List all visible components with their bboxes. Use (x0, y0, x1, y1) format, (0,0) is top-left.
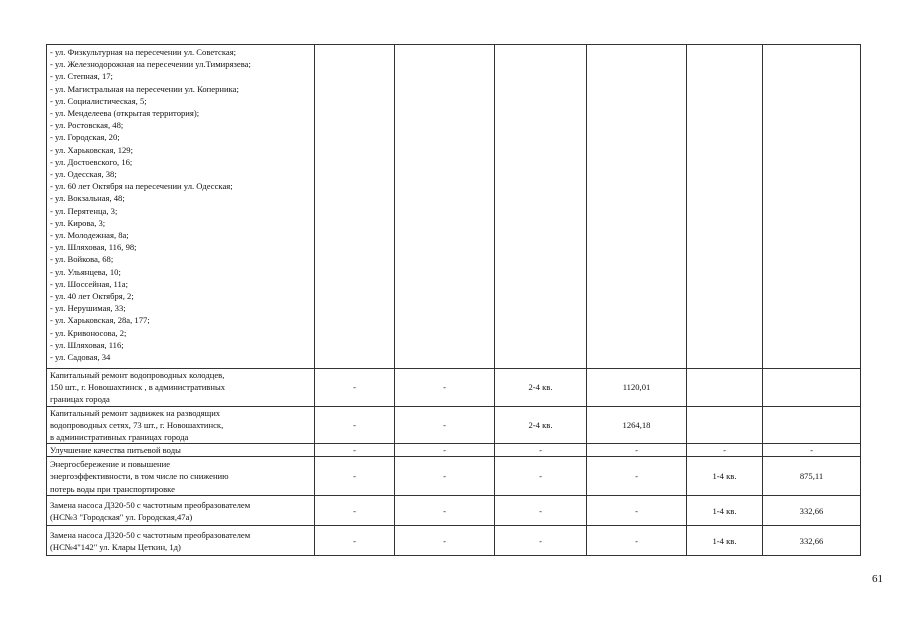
value-cell: 2-4 кв. (495, 369, 587, 407)
work-description-line: Улучшение качества питьевой воды (50, 445, 181, 456)
value-cell: - (315, 369, 395, 407)
street-list-item: - ул. Кирова, 3; (50, 217, 106, 228)
work-description-line: Капитальный ремонт водопроводных колодцев, (50, 370, 225, 380)
street-list-item: - ул. Кривоносова, 2; (50, 327, 127, 338)
street-list-item: - ул. 60 лет Октября на пересечении ул. Одесская; (50, 181, 233, 192)
value-cell: - (315, 496, 395, 526)
empty-cell (395, 45, 495, 369)
value-cell: 1264,18 (587, 406, 687, 444)
street-list-item: - ул. Вокзальная, 48; (50, 193, 125, 204)
value-cell: - (395, 457, 495, 496)
empty-cell (763, 45, 861, 369)
street-list-item: - ул. Достоевского, 16; (50, 156, 133, 167)
street-list-item: - ул. Магистральная на пересечении ул. Коперника; (50, 83, 239, 94)
table-row (47, 496, 861, 526)
value-cell: 875,11 (763, 457, 861, 496)
works-table (46, 44, 861, 556)
work-description-line: (НС№4"142" ул. Клары Цеткин, 1д) (50, 541, 181, 552)
work-description-line: водопроводных сетях, 73 шт., г. Новошахтинск, (50, 419, 224, 430)
empty-cell (587, 45, 687, 369)
table-row (47, 406, 861, 444)
value-cell (763, 406, 861, 444)
value-cell: - (315, 444, 395, 457)
value-cell: - (587, 444, 687, 457)
value-cell: - (395, 526, 495, 556)
street-list-item: - ул. Ульянцева, 10; (50, 266, 121, 277)
street-list-item: - ул. Садовая, 34 (50, 352, 111, 363)
street-list-item: - ул. Нерушимая, 33; (50, 303, 126, 314)
value-cell: 1-4 кв. (687, 496, 763, 526)
street-list-item: - ул. Городская, 20; (50, 132, 120, 143)
value-cell: 1120,01 (587, 369, 687, 407)
street-list-cell (47, 45, 315, 369)
street-list-item: - ул. Перятенца, 3; (50, 205, 118, 216)
table-row (47, 526, 861, 556)
value-cell: 1-4 кв. (687, 526, 763, 556)
empty-cell (315, 45, 395, 369)
work-description-line: потерь воды при транспортировке (50, 483, 175, 494)
value-cell: - (587, 457, 687, 496)
street-list-item: - ул. Физкультурная на пересечении ул. Советская; (50, 47, 237, 57)
table-row (47, 369, 861, 407)
value-cell: - (763, 444, 861, 457)
work-description-cell (47, 406, 315, 444)
street-list-item: - ул. Войкова, 68; (50, 254, 114, 265)
value-cell: - (315, 526, 395, 556)
value-cell: - (395, 444, 495, 457)
work-description-line: Энергосбережение и повышение (50, 459, 171, 470)
value-cell: - (495, 444, 587, 457)
street-list-item: - ул. Железнодорожная на пересечении ул.Тимирязева; (50, 59, 251, 70)
street-list-item: - ул. Социалистическая, 5; (50, 95, 147, 106)
work-description-line: энергоэффективности, в том числе по снижению (50, 471, 229, 482)
table-row-street-list (47, 45, 861, 369)
table-row (47, 457, 861, 496)
street-list-item: - ул. Степная, 17; (50, 71, 113, 82)
work-description-line: границах города (50, 394, 110, 405)
street-list-item: - ул. Харьковская, 28а, 177; (50, 315, 150, 326)
value-cell: - (495, 457, 587, 496)
value-cell (687, 369, 763, 407)
value-cell (687, 406, 763, 444)
page-number: 61 (872, 573, 883, 585)
work-description-line: (НС№3 "Городская" ул. Городская,47а) (50, 511, 193, 522)
street-list-item: - ул. Шоссейная, 11а; (50, 278, 128, 289)
value-cell: - (395, 496, 495, 526)
value-cell: - (495, 526, 587, 556)
empty-cell (687, 45, 763, 369)
value-cell: - (587, 496, 687, 526)
work-description-cell (47, 444, 315, 457)
value-cell: 332,66 (763, 526, 861, 556)
street-list-item: - ул. Менделеева (открытая территория); (50, 108, 200, 119)
value-cell (763, 369, 861, 407)
value-cell: - (395, 369, 495, 407)
work-description-cell (47, 496, 315, 526)
table-row (47, 444, 861, 457)
value-cell: - (587, 526, 687, 556)
value-cell: 1-4 кв. (687, 457, 763, 496)
value-cell: - (315, 406, 395, 444)
street-list-item: - ул. Одесская, 38; (50, 169, 117, 180)
value-cell: - (315, 457, 395, 496)
value-cell: - (395, 406, 495, 444)
work-description-line: в административных границах города (50, 432, 189, 443)
work-description-line: Замена насоса Д320-50 с частотным преобразователем (50, 529, 251, 540)
value-cell: - (495, 496, 587, 526)
street-list-item: - ул. 40 лет Октября, 2; (50, 291, 134, 302)
street-list-item: - ул. Шляховая, 116, 98; (50, 242, 137, 253)
value-cell: 332,66 (763, 496, 861, 526)
work-description-cell (47, 369, 315, 407)
street-list-item: - ул. Ростовская, 48; (50, 120, 124, 131)
street-list-item: - ул. Харьковская, 129; (50, 144, 133, 155)
work-description-line: Замена насоса Д320-50 с частотным преобразователем (50, 499, 251, 510)
work-description-line: 150 шт., г. Новошахтинск , в административных (50, 382, 226, 393)
work-description-cell (47, 457, 315, 496)
value-cell: - (687, 444, 763, 457)
value-cell: 2-4 кв. (495, 406, 587, 444)
street-list-item: - ул. Шляховая, 116; (50, 339, 124, 350)
work-description-line: Капитальный ремонт задвижек на разводящих (50, 407, 221, 418)
work-description-cell (47, 526, 315, 556)
street-list-item: - ул. Молодежная, 8а; (50, 230, 129, 241)
empty-cell (495, 45, 587, 369)
